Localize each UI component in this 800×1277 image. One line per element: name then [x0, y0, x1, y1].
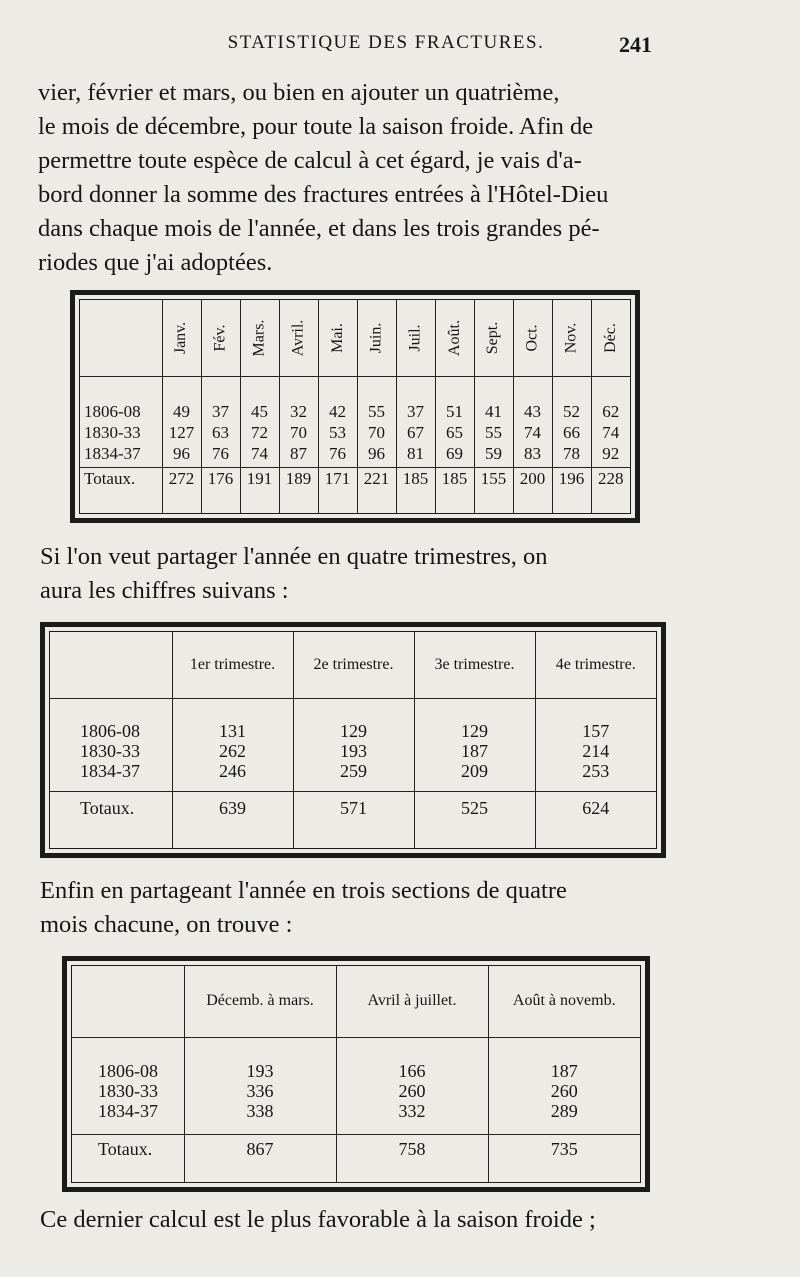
column-header: Déc. — [591, 300, 630, 376]
total-cell: 525 — [414, 792, 535, 829]
month-values: 43 74 83 — [513, 399, 552, 467]
table-header-row — [50, 632, 656, 699]
totals-row — [72, 1134, 640, 1167]
text-line: Si l'on veut partager l'année en quatre trimestres, on — [40, 543, 548, 570]
total-cell: 189 — [279, 467, 318, 492]
paragraph-quarters — [40, 540, 668, 608]
period-labels: 1806-08 1830-33 1834-37 — [50, 721, 172, 792]
totals-row — [50, 792, 656, 829]
quarter-values: 131 262 246 — [172, 721, 293, 792]
column-header: Mars. — [240, 300, 279, 376]
quarter-values: 129 187 209 — [414, 721, 535, 792]
column-header: Juin. — [357, 300, 396, 376]
total-cell: 176 — [201, 467, 240, 492]
column-header: Janv. — [162, 300, 201, 376]
totals-label: Totaux. — [80, 467, 162, 492]
column-header: Août. — [435, 300, 474, 376]
totals-row — [80, 467, 630, 492]
corner-cell — [50, 632, 172, 699]
total-cell: 758 — [336, 1134, 488, 1167]
column-header: Oct. — [513, 300, 552, 376]
total-cell: 185 — [435, 467, 474, 492]
column-header: 3e trimestre. — [414, 632, 535, 699]
column-header: Avril à juillet. — [336, 966, 488, 1037]
page-number: 241 — [619, 32, 652, 57]
table-data-block — [72, 1061, 640, 1134]
total-cell: 196 — [552, 467, 591, 492]
corner-cell — [72, 966, 184, 1037]
quarter-values: 129 193 259 — [293, 721, 414, 792]
total-cell: 867 — [184, 1134, 336, 1167]
column-header: 1er trimestre. — [172, 632, 293, 699]
column-header: Fév. — [201, 300, 240, 376]
total-cell: 221 — [357, 467, 396, 492]
column-header: Avril. — [279, 300, 318, 376]
month-values: 52 66 78 — [552, 399, 591, 467]
month-values: 62 74 92 — [602, 402, 620, 464]
period-labels: 1806-08 1830-33 1834-37 — [80, 399, 162, 467]
corner-cell — [80, 300, 162, 376]
total-cell: 624 — [535, 792, 656, 829]
column-header: Août à novemb. — [488, 966, 640, 1037]
month-values: 55 70 96 — [357, 399, 396, 467]
column-header: 2e trimestre. — [293, 632, 414, 699]
total-cell: 200 — [513, 467, 552, 492]
month-values: 32 70 87 — [279, 399, 318, 467]
table-data-block — [50, 721, 656, 792]
column-header: 4e trimestre. — [535, 632, 656, 699]
column-header: Mai. — [318, 300, 357, 376]
text-line: Ce dernier calcul est le plus favorable à la saison froide ; — [40, 1206, 596, 1233]
month-values: 45 72 74 — [240, 399, 279, 467]
month-values: 41 55 59 — [474, 399, 513, 467]
text-line: dans chaque mois de l'année, et dans les trois grandes pé- — [38, 215, 600, 242]
text-line: bord donner la somme des fractures entrées à l'Hôtel-Dieu — [38, 181, 609, 208]
total-cell: 171 — [318, 467, 357, 492]
seasonal-sections-table — [62, 956, 650, 1192]
total-cell: 639 — [172, 792, 293, 829]
totals-label: Totaux. — [72, 1134, 184, 1167]
month-values: 37 67 81 — [396, 399, 435, 467]
text-line: Enfin en partageant l'année en trois sections de quatre — [40, 877, 567, 904]
total-cell: 185 — [396, 467, 435, 492]
section-values: 193 336 338 — [184, 1061, 336, 1134]
totals-label: Totaux. — [50, 792, 172, 829]
paragraph-sections — [40, 874, 668, 942]
column-header: Nov. — [552, 300, 591, 376]
column-header: Juil. — [396, 300, 435, 376]
paragraph-conclusion — [40, 1203, 668, 1237]
column-header: Sept. — [474, 300, 513, 376]
total-cell: 191 — [240, 467, 279, 492]
table-header-row — [80, 300, 630, 376]
section-values: 166 260 332 — [336, 1061, 488, 1134]
total-cell: 228 — [591, 467, 630, 492]
table-header-row — [72, 966, 640, 1037]
monthly-fractures-table — [70, 290, 640, 523]
quarter-values: 157 214 253 — [582, 720, 610, 781]
text-line: aura les chiffres suivans : — [40, 577, 289, 604]
text-line: permettre toute espèce de calcul à cet égard, je vais d'a- — [38, 147, 582, 174]
text-line: vier, février et mars, ou bien en ajouter un quatrième, — [38, 79, 560, 106]
text-line: mois chacune, on trouve : — [40, 911, 293, 938]
column-header: Décemb. à mars. — [184, 966, 336, 1037]
table-data-block — [80, 399, 630, 467]
total-cell: 735 — [488, 1134, 640, 1167]
month-values: 51 65 69 — [435, 399, 474, 467]
period-labels: 1806-08 1830-33 1834-37 — [72, 1061, 184, 1134]
month-values: 42 53 76 — [318, 399, 357, 467]
paragraph-intro — [38, 76, 666, 280]
quarterly-fractures-table — [40, 622, 666, 858]
total-cell: 155 — [474, 467, 513, 492]
section-values: 187 260 289 — [550, 1061, 578, 1122]
total-cell: 571 — [293, 792, 414, 829]
month-values: 49 127 96 — [162, 399, 201, 467]
text-line: riodes que j'ai adoptées. — [38, 249, 273, 276]
total-cell: 272 — [162, 467, 201, 492]
running-title: STATISTIQUE DES FRACTURES. — [227, 32, 545, 53]
text-line: le mois de décembre, pour toute la saison froide. Afin de — [38, 113, 594, 140]
month-values: 37 63 76 — [201, 399, 240, 467]
